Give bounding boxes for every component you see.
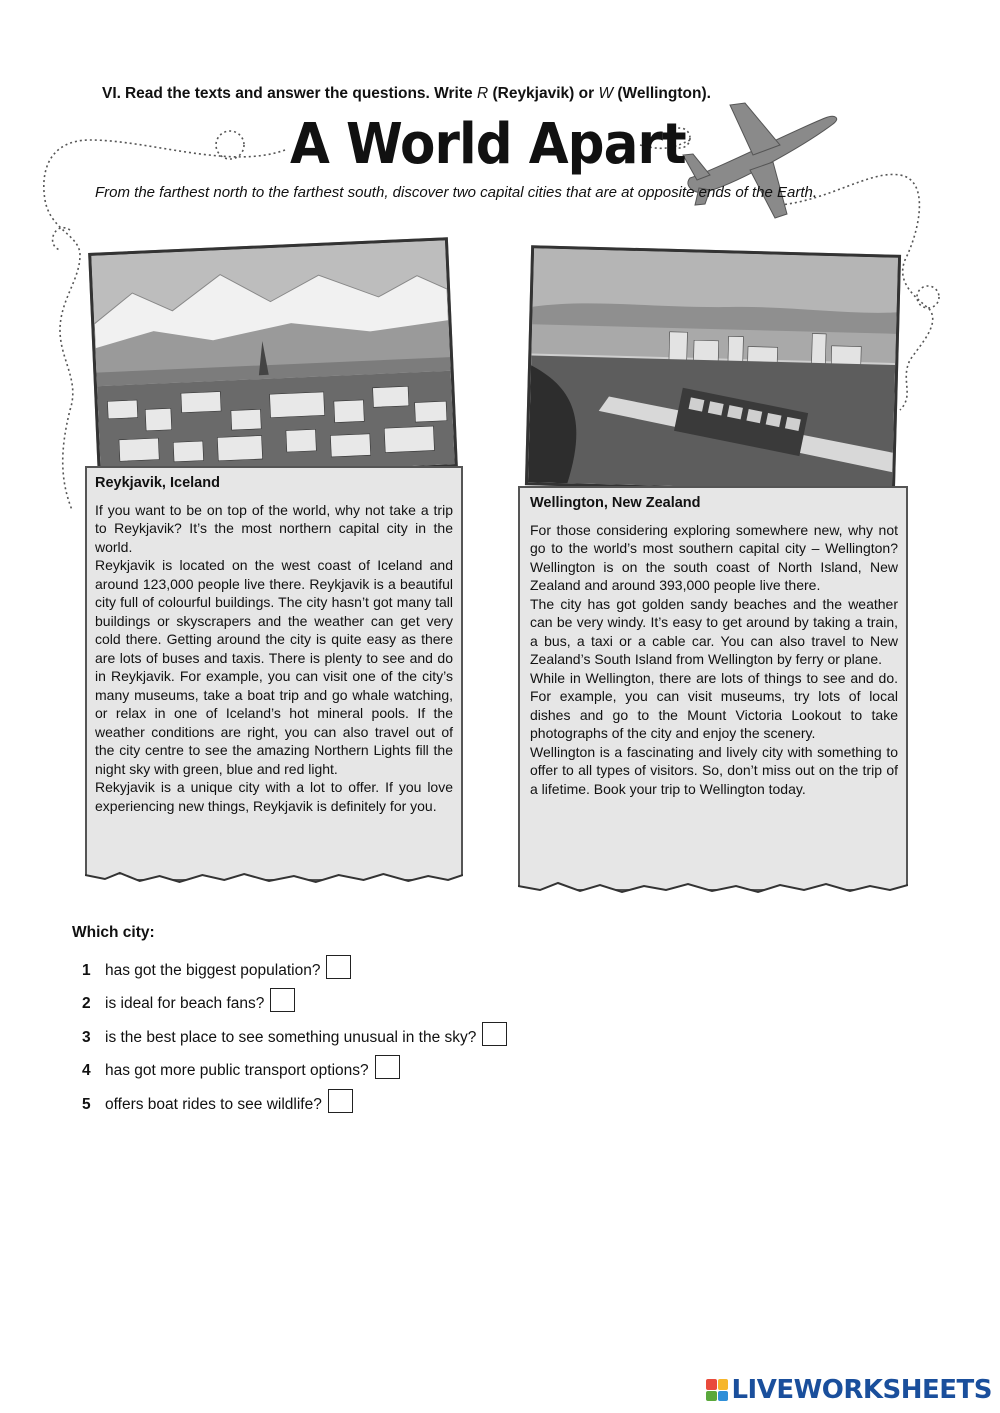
exercise-number: VI. <box>102 85 121 102</box>
subtitle: From the farthest north to the farthest south, discover two capital cities that are at opposite ends of the Earth. <box>95 184 818 201</box>
reykjavik-paragraph-1: If you want to be on top of the world, why not take a trip to Reykjavik? It’s the most northern capital city in the world. <box>95 501 453 555</box>
wellington-paragraph-3: While in Wellington, there are lots of things to see and do. For example, you can visit museums, try lots of local dishes and go to the Mount Victoria Lookout to take photographs of the city and enjoy the scenery. <box>530 669 898 741</box>
question-text: is ideal for beach fans? <box>105 995 265 1013</box>
question-number: 5 <box>82 1095 91 1113</box>
exercise-instruction <box>102 85 711 103</box>
instruction-text: Read the texts and answer the questions. Write <box>124 85 477 102</box>
torn-paper-edge <box>518 877 908 897</box>
liveworksheets-logo-icon <box>706 1379 728 1401</box>
question-row <box>72 1088 507 1122</box>
torn-paper-edge <box>85 867 463 887</box>
wellington-text-card <box>518 486 908 891</box>
questions-section <box>72 924 507 1122</box>
logo-text: LIVEWORKSHEETS <box>731 1375 992 1405</box>
question-number: 1 <box>82 961 91 979</box>
logo-square <box>706 1379 717 1390</box>
w-label: (Wellington). <box>613 85 711 102</box>
r-letter: R <box>476 85 489 102</box>
w-letter: W <box>598 85 614 102</box>
logo-square <box>706 1391 717 1402</box>
answer-box-5[interactable] <box>328 1089 353 1113</box>
reykjavik-paragraph-3: Rekyjavik is a unique city with a lot to offer. If you love experiencing new things, Reykjavik is definitely for you. <box>95 779 453 814</box>
reykjavik-text-card <box>85 466 463 881</box>
r-label: (Reykjavik) or <box>488 85 599 102</box>
wellington-paragraph-4: Wellington is a fascinating and lively city with something to offer to all types of visitors. So, don’t miss out on the trip of a lifetime. Book your trip to Wellington today. <box>530 743 898 797</box>
question-number: 4 <box>82 1062 91 1080</box>
question-text: is the best place to see something unusual in the sky? <box>105 1028 477 1046</box>
page-title: A World Apart <box>290 112 686 177</box>
answer-box-4[interactable] <box>375 1055 400 1079</box>
answer-box-2[interactable] <box>270 988 295 1012</box>
answer-box-3[interactable] <box>482 1022 507 1046</box>
question-number: 3 <box>82 1028 91 1046</box>
question-row <box>72 954 507 988</box>
wellington-paragraph-2: The city has got golden sandy beaches and the weather can be very windy. It’s easy to get around by taking a train, a bus, a taxi or a cable car. You can also travel to New Zealand’s South Island from Wellington by ferry or plane. <box>530 595 898 667</box>
reykjavik-photo <box>88 237 458 482</box>
answer-box-1[interactable] <box>326 955 351 979</box>
question-text: has got more public transport options? <box>105 1062 369 1080</box>
wellington-heading: Wellington, New Zealand <box>530 495 701 511</box>
airplane-icon <box>675 100 845 220</box>
question-row <box>72 1021 507 1055</box>
wellington-paragraph-1: For those considering exploring somewhere new, why not go to the world’s most southern capital city – Wellington? Wellington is on the south coast of North Island, New Zealand and around 393,000 people live there. <box>530 521 898 593</box>
reykjavik-heading: Reykjavik, Iceland <box>95 475 220 491</box>
liveworksheets-logo[interactable] <box>706 1375 992 1405</box>
question-number: 2 <box>82 995 91 1013</box>
logo-square <box>718 1379 729 1390</box>
wellington-photo <box>525 245 901 495</box>
logo-square <box>718 1391 729 1402</box>
question-text: offers boat rides to see wildlife? <box>105 1095 322 1113</box>
questions-heading: Which city: <box>72 924 155 941</box>
reykjavik-paragraph-2: Reykjavik is located on the west coast of Iceland and around 123,000 people live there. Reykjavik is a beautiful city full of colourful buildings. The city hasn’t got many tall buildings or skyscrapers and the weather can get very cold there. Getting around the city is quite easy as there are lots of buses and taxis. There is plenty to see and do in Reykjavik. For example, you can visit one of the city’s many museums, take a boat trip and go whale watching, or relax in one of Iceland’s hot mineral pools. If the weather conditions are right, you can also travel out of the city centre to see the amazing Northern Lights fill the night sky with green, blue and red light. <box>95 557 453 777</box>
question-row <box>72 988 507 1022</box>
question-text: has got the biggest population? <box>105 961 321 979</box>
question-row <box>72 1055 507 1089</box>
